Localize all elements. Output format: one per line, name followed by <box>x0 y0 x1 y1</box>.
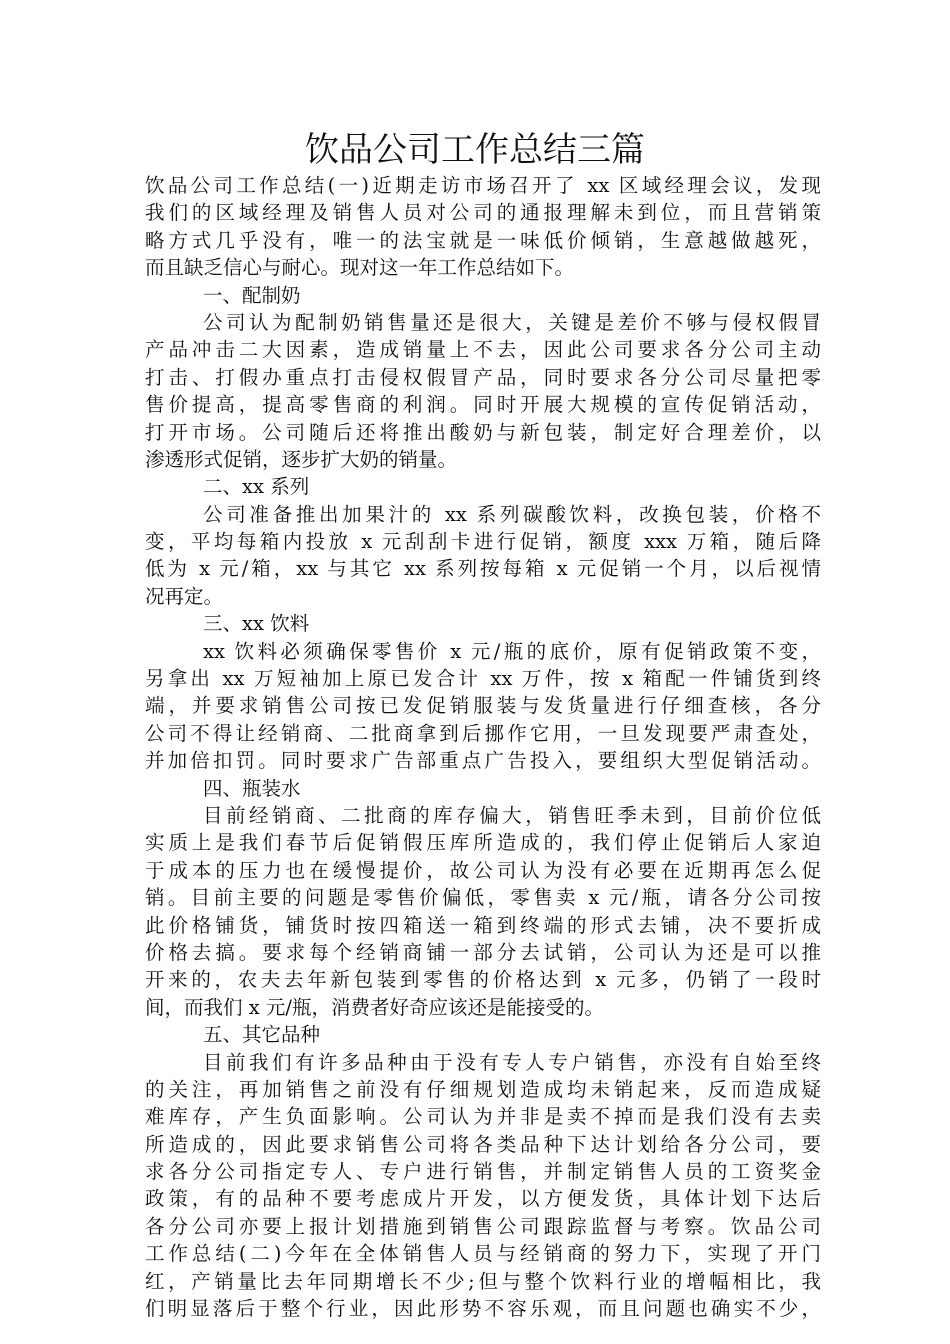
text-line: 产品冲击二大因素，造成销量上不去，因此公司要求各分公司主动 <box>145 338 821 362</box>
text-line: 低为 x 元/箱，xx 与其它 xx 系列按每箱 x 元促销一个月，以后视情 <box>145 557 821 581</box>
text-line: 开来的，农夫去年新包装到零售的价格达到 x 元多，仍销了一段时 <box>145 968 821 992</box>
text-line: 饮品公司工作总结(一)近期走访市场召开了 xx 区域经理会议，发现 <box>145 174 821 197</box>
section-heading: 三、xx 饮料 <box>203 612 310 636</box>
text-line: 工作总结(二)今年在全体销售人员与经销商的努力下，实现了开门 <box>145 1242 821 1266</box>
text-line: 此价格铺货，铺货时按四箱送一箱到终端的形式去铺，决不要折成 <box>145 913 821 937</box>
text-line: 求各分公司指定专人、专户进行销售，并制定销售人员的工资奖金 <box>145 1160 821 1184</box>
text-line: 公司不得让经销商、二批商拿到后挪作它用，一旦发现要严肃查处， <box>145 721 821 745</box>
text-line: 略方式几乎没有，唯一的法宝就是一味低价倾销，生意越做越死， <box>145 228 821 252</box>
text-line: 并加倍扣罚。同时要求广告部重点广告投入，要组织大型促销活动。 <box>145 749 821 773</box>
text-line: 而且缺乏信心与耐心。现对这一年工作总结如下。 <box>145 256 575 280</box>
text-line: 所造成的，因此要求销售公司将各类品种下达计划给各分公司，要 <box>145 1132 821 1156</box>
text-line: 渗透形式促销，逐步扩大奶的销量。 <box>145 447 458 471</box>
text-line: 公司认为配制奶销售量还是很大，关键是差价不够与侵权假冒 <box>203 310 821 334</box>
section-heading: 二、xx 系列 <box>203 475 310 499</box>
text-line: 的关注，再加销售之前没有仔细规划造成均未销起来，反而造成疑 <box>145 1077 821 1101</box>
text-line: 红，产销量比去年同期增长不少;但与整个饮料行业的增幅相比，我 <box>145 1269 821 1293</box>
text-line: 目前经销商、二批商的库存偏大，销售旺季未到，目前价位低 <box>203 803 821 827</box>
text-line: 打击、打假办重点打击侵权假冒产品，同时要求各分公司尽量把零 <box>145 365 821 389</box>
text-line: 们明显落后于整个行业，因此形势不容乐观，而且问题也确实不少， <box>145 1297 821 1321</box>
document-title: 饮品公司工作总结三篇 <box>305 130 645 170</box>
text-line: 目前我们有许多品种由于没有专人专户销售，亦没有自始至终 <box>203 1050 821 1074</box>
section-heading: 一、配制奶 <box>203 283 301 307</box>
text-line: 打开市场。公司随后还将推出酸奶与新包装，制定好合理差价，以 <box>145 420 821 444</box>
section-heading: 四、瓶装水 <box>203 776 301 800</box>
text-line: xx 饮料必须确保零售价 x 元/瓶的底价，原有促销政策不变， <box>203 639 821 663</box>
text-line: 价格去搞。要求每个经销商铺一部分去试销，公司认为还是可以推 <box>145 940 821 964</box>
text-line: 况再定。 <box>145 584 224 608</box>
text-line: 我们的区域经理及销售人员对公司的通报理解未到位，而且营销策 <box>145 201 821 225</box>
section-heading: 五、其它品种 <box>203 1023 321 1047</box>
text-line: 难库存，产生负面影响。公司认为并非是卖不掉而是我们没有去卖 <box>145 1105 821 1129</box>
text-line: 端，并要求销售公司按已发促销服装与发货量进行仔细查核，各分 <box>145 694 821 718</box>
text-line: 公司准备推出加果汁的 xx 系列碳酸饮料，改换包装，价格不 <box>203 502 821 526</box>
text-line: 销。目前主要的问题是零售价偏低，零售卖 x 元/瓶，请各分公司按 <box>145 886 821 910</box>
text-line: 于成本的压力也在缓慢提价，故公司认为没有必要在近期再怎么促 <box>145 858 821 882</box>
text-line: 各分公司亦要上报计划措施到销售公司跟踪监督与考察。饮品公司 <box>145 1214 821 1238</box>
text-line: 实质上是我们春节后促销假压库所造成的，我们停止促销后人家迫 <box>145 831 821 855</box>
text-line: 变，平均每箱内投放 x 元刮刮卡进行促销，额度 xxx 万箱，随后降 <box>145 530 821 554</box>
document-body <box>145 172 821 1322</box>
text-line: 售价提高，提高零售商的利润。同时开展大规模的宣传促销活动， <box>145 393 821 417</box>
text-line: 间，而我们 x 元/瓶，消费者好奇应该还是能接受的。 <box>145 995 604 1019</box>
text-line: 政策，有的品种不要考虑成片开发，以方便发货，具体计划下达后 <box>145 1187 821 1211</box>
text-line: 另拿出 xx 万短袖加上原已发合计 xx 万件，按 x 箱配一件铺货到终 <box>145 667 821 691</box>
